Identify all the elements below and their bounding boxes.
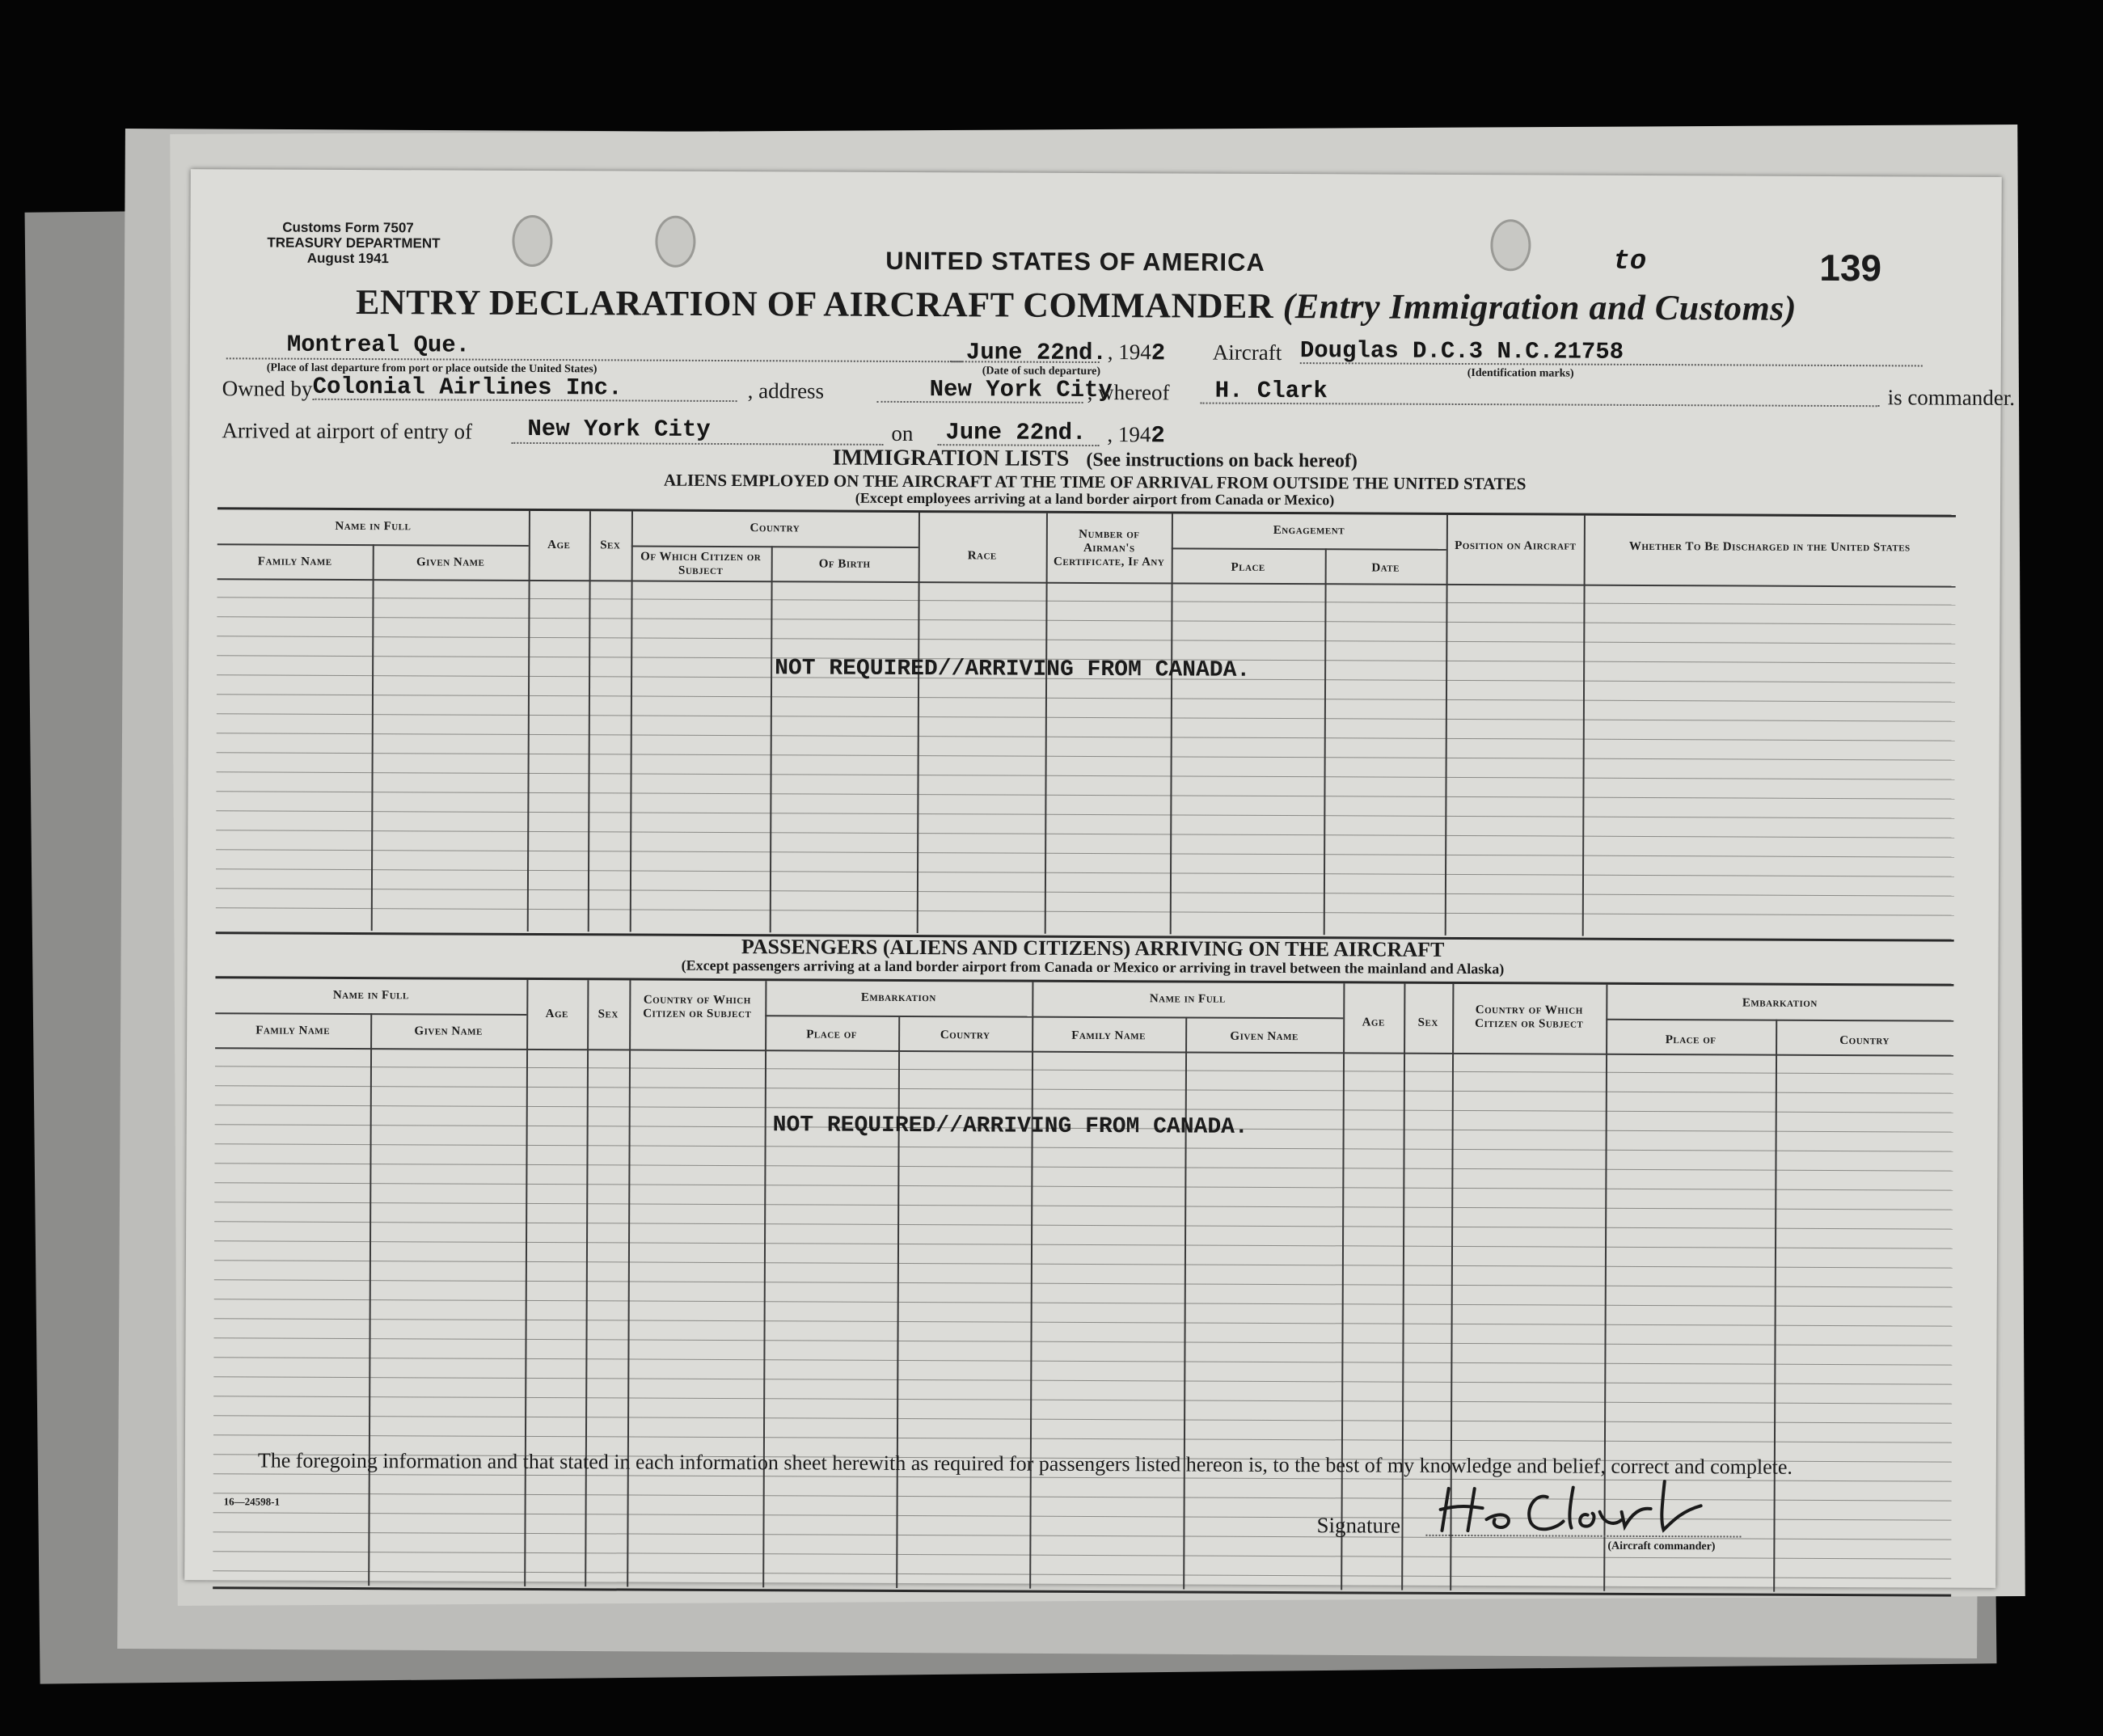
col-country: Country bbox=[750, 522, 800, 535]
table-rule bbox=[216, 888, 1954, 896]
column-divider bbox=[585, 980, 589, 1586]
table-rule bbox=[215, 1143, 1953, 1151]
col-of-birth: Of Birth bbox=[818, 557, 871, 571]
col-embarkation-2: Embarkation bbox=[1742, 996, 1818, 1010]
form-id-line: August 1941 bbox=[306, 250, 389, 267]
declaration-text: The foregoing information and that stated in each information sheet herewith as required for passengers listed hereon is, to the best of my knowledge and belief, correct and complete. bbox=[257, 1448, 1793, 1479]
table-rule bbox=[214, 1260, 1953, 1268]
passengers-not-required-entry: NOT REQUIRED//ARRIVING FROM CANADA. bbox=[772, 1113, 1248, 1140]
header-divider bbox=[217, 578, 1956, 587]
table-rule bbox=[216, 810, 1954, 818]
col-citizen-of-2: Country of Which Citizen or Subject bbox=[1475, 1003, 1584, 1031]
passengers-subheading: (Except passengers arriving at a land border airport from Canada or Mexico or arriving in travel between the mainland and Alaska) bbox=[681, 957, 1505, 978]
column-divider bbox=[524, 980, 528, 1586]
column-divider bbox=[1582, 516, 1586, 936]
column-divider bbox=[770, 546, 773, 932]
punch-hole bbox=[655, 216, 695, 268]
table-rule bbox=[213, 1415, 1952, 1423]
owner-value: Colonial Airlines Inc. bbox=[312, 373, 623, 402]
col-age: Age bbox=[547, 539, 571, 552]
address-label: , address bbox=[747, 378, 825, 403]
table-rule bbox=[213, 1396, 1952, 1404]
whereof-label: , whereof bbox=[1087, 379, 1170, 405]
form-identifier bbox=[267, 219, 441, 267]
on-label: on bbox=[891, 420, 914, 446]
table-rule bbox=[217, 713, 1955, 721]
table-rule bbox=[217, 597, 1956, 605]
col-given-name-2: Given Name bbox=[1230, 1029, 1299, 1044]
table-rule bbox=[213, 1357, 1952, 1365]
col-citizen-of: Country of Which Citizen or Subject bbox=[643, 993, 752, 1021]
arrived-label: Arrived at airport of entry of bbox=[222, 418, 473, 444]
col-date: Date bbox=[1371, 561, 1400, 575]
form-title bbox=[356, 281, 1797, 329]
commander-signature bbox=[1434, 1472, 1741, 1547]
column-divider bbox=[588, 511, 591, 931]
aircraft-label: Aircraft bbox=[1212, 340, 1282, 365]
aliens-subheading: (Except employees arriving at a land border airport from Canada or Mexico) bbox=[855, 489, 1335, 509]
header-divider bbox=[215, 1047, 1953, 1056]
col-family-name: Family Name bbox=[255, 1024, 331, 1037]
owned-by-label: Owned by bbox=[222, 376, 313, 401]
table-rule bbox=[216, 868, 1954, 876]
margin-note: to bbox=[1613, 246, 1647, 277]
form-id-line: Customs Form 7507 bbox=[282, 219, 414, 236]
owner-line bbox=[313, 399, 737, 402]
table-rule bbox=[216, 849, 1954, 857]
column-divider bbox=[630, 512, 633, 932]
table-rule bbox=[215, 1085, 1953, 1093]
immigration-heading-text: IMMIGRATION LISTS bbox=[832, 445, 1070, 471]
table-rule bbox=[215, 1066, 1953, 1074]
table-rule bbox=[214, 1240, 1953, 1248]
col-family-name-2: Family Name bbox=[1071, 1029, 1147, 1043]
address-line bbox=[877, 401, 1083, 403]
commander-value: H. Clark bbox=[1214, 377, 1328, 405]
passengers-table-rows bbox=[215, 978, 1953, 986]
aircraft-id-line bbox=[1300, 362, 1923, 366]
aliens-table-rows bbox=[217, 509, 1956, 517]
table-rule bbox=[214, 1202, 1953, 1210]
column-divider bbox=[1170, 513, 1173, 934]
form-title-paren: (Entry Immigration and Customs) bbox=[1282, 286, 1797, 328]
column-divider bbox=[1324, 548, 1327, 935]
column-divider bbox=[1341, 983, 1345, 1590]
aircraft-id-value: Douglas D.C.3 N.C.21758 bbox=[1299, 337, 1624, 365]
departure-place-value: Montreal Que. bbox=[286, 331, 471, 359]
col-sex: Sex bbox=[600, 539, 621, 552]
page-number: 139 bbox=[1819, 246, 1882, 289]
col-citizen-of: Of Which Citizen or Subject bbox=[640, 550, 762, 577]
table-rule bbox=[214, 1279, 1953, 1287]
col-family-name: Family Name bbox=[257, 555, 332, 568]
col-sex: Sex bbox=[598, 1007, 619, 1021]
commander-line bbox=[1201, 403, 1880, 408]
table-rule bbox=[214, 1299, 1953, 1307]
col-age: Age bbox=[545, 1007, 568, 1021]
table-rule bbox=[217, 694, 1955, 702]
table-rule bbox=[213, 1570, 1951, 1578]
column-divider bbox=[627, 980, 631, 1586]
column-divider bbox=[371, 544, 374, 931]
column-divider bbox=[1045, 513, 1048, 934]
col-given-name: Given Name bbox=[416, 555, 485, 569]
col-place-of: Place of bbox=[806, 1028, 858, 1041]
col-embarkation: Embarkation bbox=[860, 990, 936, 1005]
table-rule bbox=[214, 1163, 1953, 1171]
form-id-line: TREASURY DEPARTMENT bbox=[267, 234, 441, 251]
table-rule bbox=[214, 1318, 1953, 1326]
address-value: New York City bbox=[929, 376, 1113, 404]
aliens-heading: ALIENS EMPLOYED ON THE AIRCRAFT AT THE TIME OF ARRIVAL FROM OUTSIDE THE UNITED STATES bbox=[663, 470, 1527, 494]
col-engagement: Engagement bbox=[1273, 523, 1345, 538]
column-divider bbox=[917, 513, 920, 933]
col-given-name: Given Name bbox=[414, 1024, 483, 1038]
table-rule bbox=[217, 771, 1955, 779]
signature-label: Signature bbox=[1316, 1513, 1401, 1538]
col-place: Place bbox=[1231, 560, 1265, 574]
departure-date-caption: (Date of such departure) bbox=[982, 365, 1101, 378]
table-rule bbox=[213, 1376, 1952, 1384]
year-prefix: 194 bbox=[1118, 340, 1151, 365]
punch-hole bbox=[1490, 219, 1531, 271]
year-label: , 1942 bbox=[1107, 340, 1166, 367]
col-name-in-full: Name in Full bbox=[335, 519, 412, 534]
col-race: Race bbox=[967, 549, 997, 563]
col-place-of-2: Place of bbox=[1665, 1033, 1717, 1047]
col-discharged: Whether To Be Discharged in the United States bbox=[1628, 539, 1911, 555]
aliens-not-required-entry: NOT REQUIRED//ARRIVING FROM CANADA. bbox=[775, 656, 1251, 683]
arrival-year-digit: 2 bbox=[1151, 422, 1165, 450]
table-rule bbox=[214, 1221, 1953, 1229]
table-rule bbox=[216, 791, 1954, 799]
col-certificate: Number of Airman's Certificate, If Any bbox=[1054, 527, 1165, 569]
arrival-date-value: June 22nd. bbox=[945, 419, 1087, 446]
column-divider bbox=[527, 511, 530, 931]
header-divider bbox=[1032, 1016, 1343, 1020]
departure-date-value: June 22nd. bbox=[965, 339, 1107, 367]
country-heading: UNITED STATES OF AMERICA bbox=[885, 246, 1265, 277]
column-divider bbox=[1401, 984, 1405, 1590]
header-divider bbox=[1606, 1019, 1953, 1022]
table-rule bbox=[217, 616, 1955, 624]
print-code: 16—24598-1 bbox=[223, 1495, 281, 1508]
table-rule bbox=[214, 1337, 1953, 1345]
table-rule bbox=[217, 636, 1955, 644]
column-divider bbox=[762, 981, 766, 1587]
col-country-2: Country bbox=[1839, 1034, 1890, 1048]
passengers-heading: PASSENGERS (ALIENS AND CITIZENS) ARRIVING ON THE AIRCRAFT bbox=[741, 935, 1445, 961]
column-divider bbox=[1029, 982, 1033, 1589]
departure-year-digit: 2 bbox=[1151, 340, 1166, 367]
col-sex-2: Sex bbox=[1417, 1016, 1438, 1029]
departure-place-caption: (Place of last departure from port or place outside the United States) bbox=[266, 361, 598, 376]
table-rule bbox=[213, 1434, 1952, 1442]
header-divider bbox=[1172, 547, 1446, 550]
entry-declaration-form bbox=[184, 169, 2016, 1588]
table-rule bbox=[215, 1105, 1953, 1113]
table-rule bbox=[216, 907, 1954, 915]
arrival-airport-value: New York City bbox=[527, 415, 711, 443]
col-position: Position on Aircraft bbox=[1455, 539, 1577, 553]
year-prefix: 194 bbox=[1117, 422, 1151, 447]
aircraft-id-caption: (Identification marks) bbox=[1467, 367, 1574, 380]
form-title-main: ENTRY DECLARATION OF AIRCRAFT COMMANDER bbox=[355, 282, 1274, 326]
immigration-heading-note: (See instructions on back hereof) bbox=[1086, 449, 1358, 472]
signature-caption: (Aircraft commander) bbox=[1607, 1540, 1716, 1553]
header-divider bbox=[631, 546, 918, 549]
is-commander-label: is commander. bbox=[1887, 385, 2016, 410]
table-rule bbox=[214, 1182, 1953, 1190]
column-divider bbox=[1445, 515, 1448, 936]
col-name-in-full: Name in Full bbox=[332, 988, 409, 1003]
table-rule bbox=[216, 830, 1954, 838]
col-age-2: Age bbox=[1362, 1016, 1385, 1029]
col-country: Country bbox=[940, 1029, 990, 1042]
table-rule bbox=[217, 752, 1955, 760]
table-rule bbox=[217, 733, 1955, 741]
punch-hole bbox=[512, 215, 552, 267]
aliens-table bbox=[216, 507, 1956, 941]
arrival-year: , 1942 bbox=[1107, 422, 1165, 450]
col-name-in-full-2: Name in Full bbox=[1149, 992, 1226, 1006]
